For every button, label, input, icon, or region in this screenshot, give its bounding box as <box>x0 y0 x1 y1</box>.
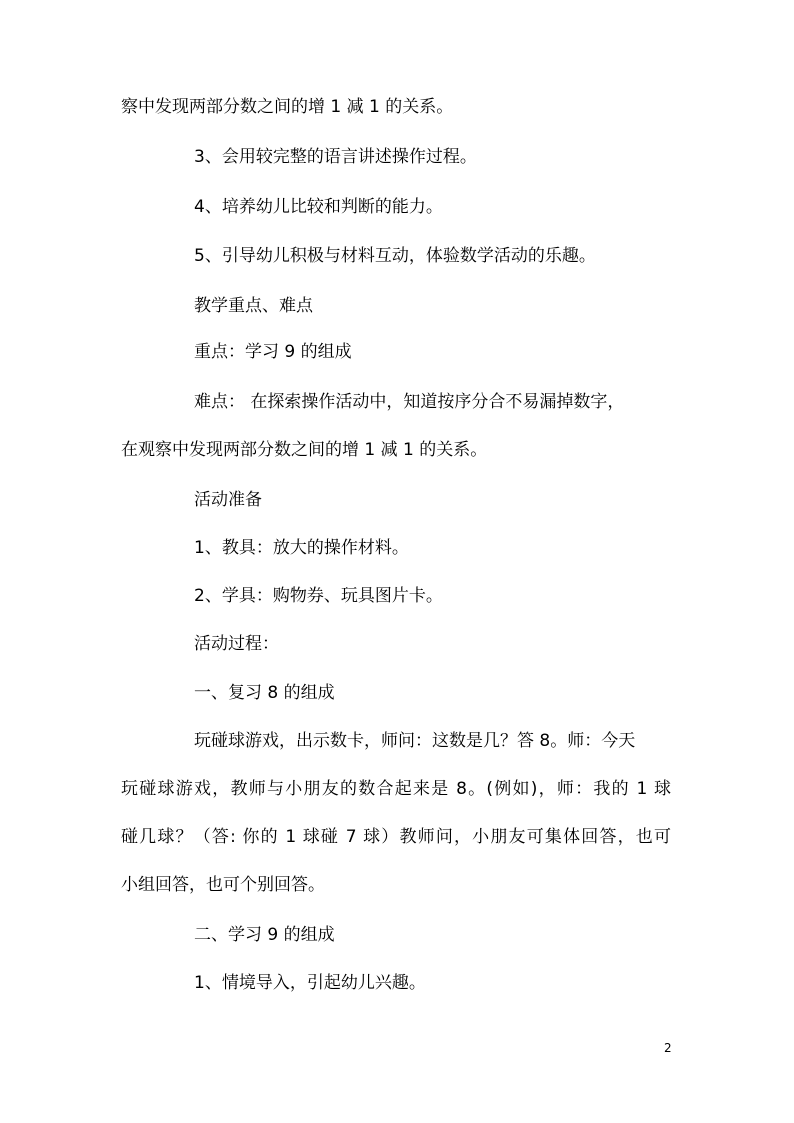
paragraph-line: 1、教具：放大的操作材料。 <box>194 538 409 558</box>
paragraph-line: 玩碰球游戏，出示数卡，师问：这数是几？答 8。师：今天 <box>194 731 636 751</box>
paragraph-line: 玩碰球游戏，教师与小朋友的数合起来是 8。(例如)，师：我的 1 球 <box>121 779 671 799</box>
page-number: 2 <box>664 1041 672 1055</box>
section-heading: 教学重点、难点 <box>194 296 313 316</box>
paragraph-line: 察中发现两部分数之间的增 1 减 1 的关系。 <box>121 97 454 117</box>
paragraph-line: 3、会用较完整的语言讲述操作过程。 <box>194 147 477 167</box>
paragraph-line: 在观察中发现两部分数之间的增 1 减 1 的关系。 <box>121 440 488 460</box>
paragraph-line: 2、学具：购物券、玩具图片卡。 <box>194 586 443 606</box>
section-heading: 活动过程： <box>194 634 279 654</box>
paragraph-line: 1、情境导入，引起幼儿兴趣。 <box>194 973 426 993</box>
paragraph-line: 小组回答，也可个别回答。 <box>121 875 325 895</box>
paragraph-line: 碰几球？（答: 你的 1 球碰 7 球）教师问，小朋友可集体回答，也可 <box>121 827 671 847</box>
paragraph-line: 重点：学习 9 的组成 <box>194 342 352 362</box>
section-heading: 活动准备 <box>194 490 262 510</box>
paragraph-line: 5、引导幼儿积极与材料互动，体验数学活动的乐趣。 <box>194 246 596 266</box>
paragraph-line: 难点： 在探索操作活动中，知道按序分合不易漏掉数字， <box>194 392 625 412</box>
section-heading: 二、学习 9 的组成 <box>194 925 335 945</box>
paragraph-line: 4、培养幼儿比较和判断的能力。 <box>194 197 443 217</box>
section-heading: 一、复习 8 的组成 <box>194 683 335 703</box>
